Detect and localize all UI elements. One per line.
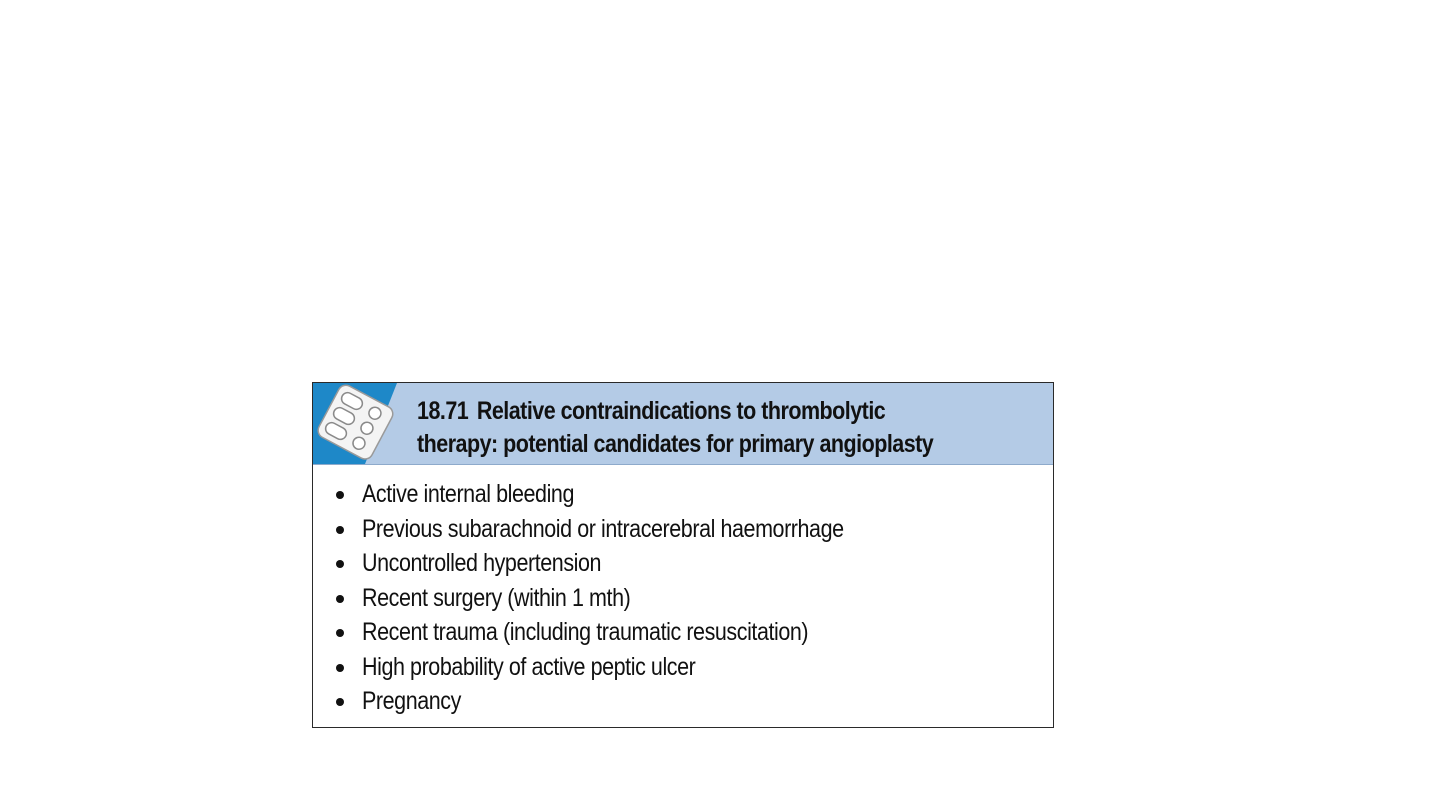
- bullet-icon: [336, 560, 344, 568]
- box-header: [313, 383, 1053, 465]
- list-item-text: Pregnancy: [362, 687, 461, 715]
- list-item-text: High probability of active peptic ulcer: [362, 652, 696, 681]
- bullet-icon: [336, 664, 344, 672]
- title-line-2: therapy: potential candidates for primary angioplasty: [417, 430, 934, 458]
- bullet-icon: [336, 698, 344, 706]
- list-item-text: Recent surgery (within 1 mth): [362, 583, 631, 612]
- contraindications-box: [312, 382, 1054, 728]
- title-line-1: [417, 395, 959, 428]
- title-text-1: Relative contraindications to thrombolytic: [476, 397, 886, 425]
- bullet-icon: [336, 629, 344, 637]
- box-title: [417, 395, 959, 461]
- pill-blister-pack-icon: [313, 383, 397, 464]
- box-number: 18.71: [417, 397, 469, 425]
- list-item-text: Previous subarachnoid or intracerebral haemorrhage: [362, 514, 844, 543]
- list-item-text: Recent trauma (including traumatic resuscitation): [362, 618, 809, 646]
- bullet-icon: [336, 595, 344, 603]
- list-item-text: Uncontrolled hypertension: [362, 549, 602, 577]
- list-item-text: Active internal bleeding: [362, 480, 574, 508]
- bullet-icon: [336, 526, 344, 534]
- bullet-icon: [336, 491, 344, 499]
